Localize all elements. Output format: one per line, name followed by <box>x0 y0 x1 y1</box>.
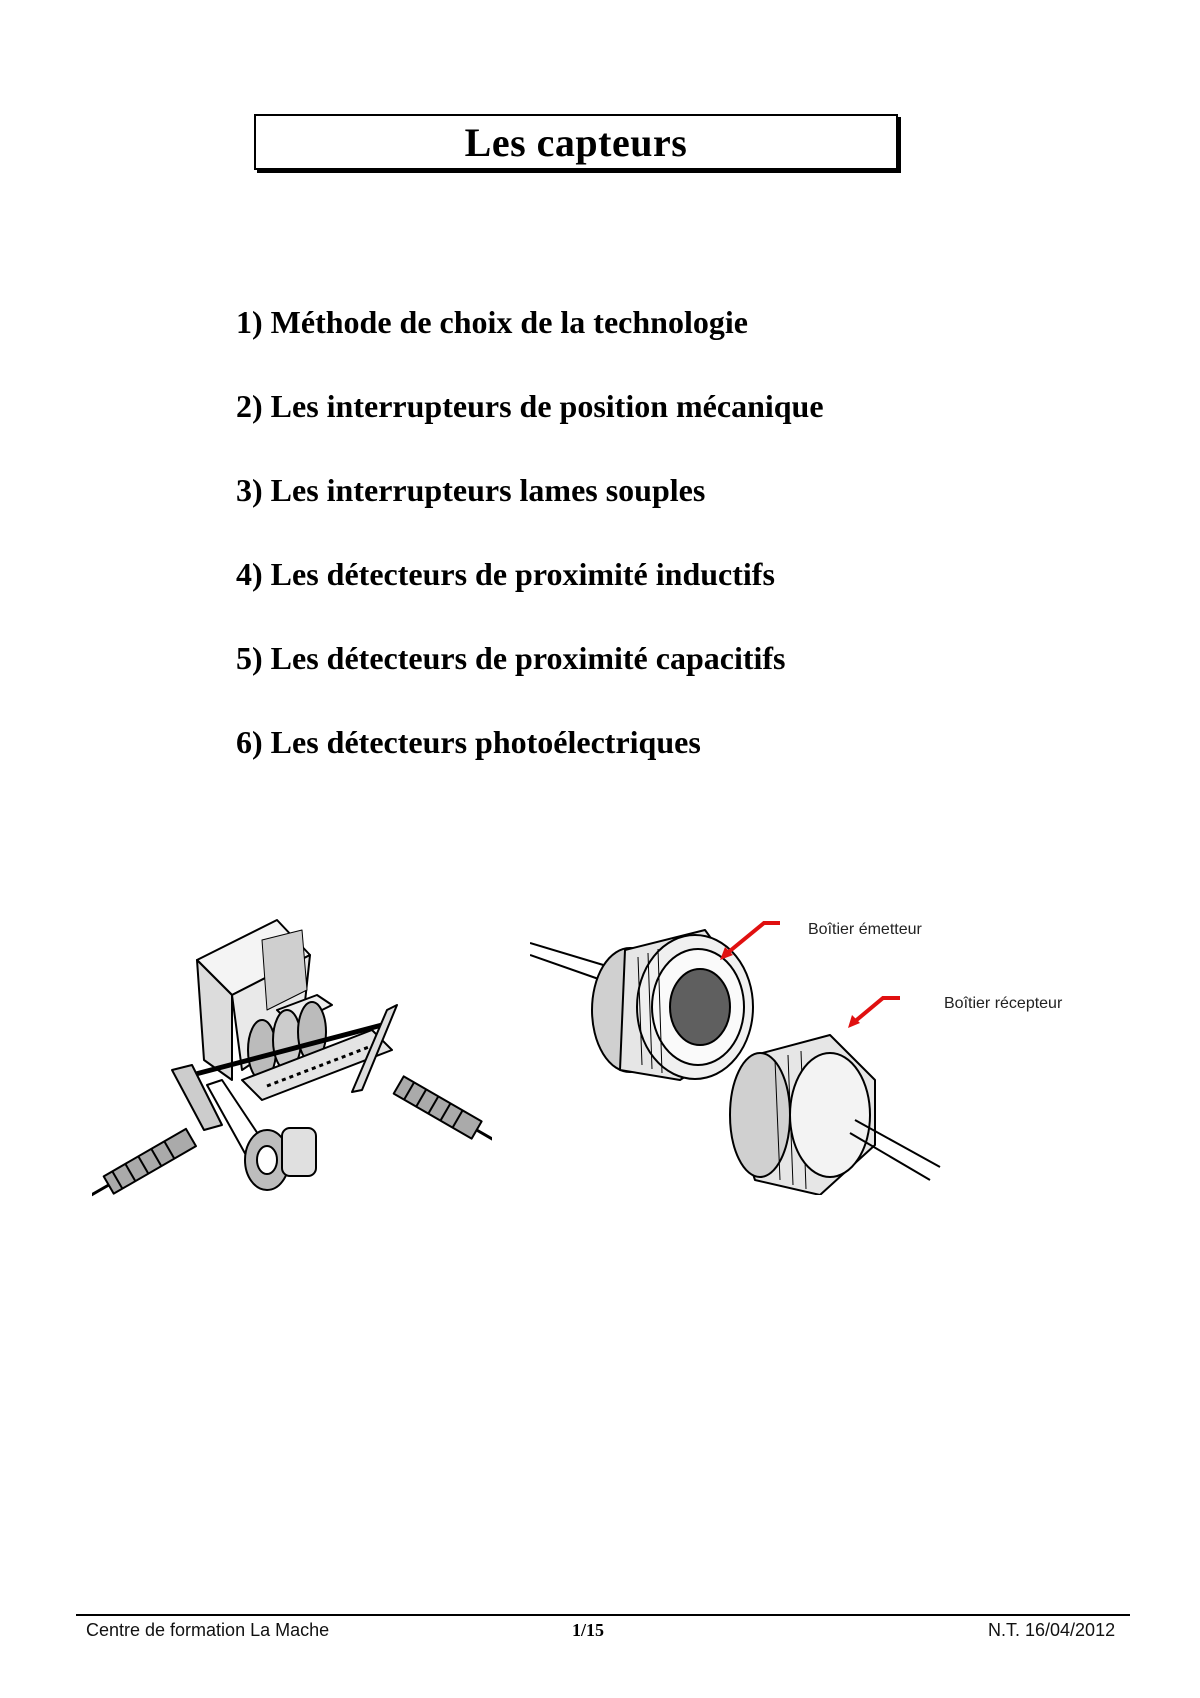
emitter-arrow <box>725 923 780 955</box>
receiver-arrow <box>853 998 900 1023</box>
title-box <box>254 114 898 170</box>
receiver-housing <box>730 1035 875 1195</box>
toc-item: 3) Les interrupteurs lames souples <box>236 472 706 508</box>
toc-item: 6) Les détecteurs photoélectriques <box>236 724 701 760</box>
page-title: Les capteurs <box>464 119 688 165</box>
photoelectric-sensors-illustration <box>530 905 970 1195</box>
toc-item: 1) Méthode de choix de la technologie <box>236 304 748 340</box>
footer-author-date: N.T. 16/04/2012 <box>988 1620 1116 1640</box>
receiver-label: Boîtier récepteur <box>944 995 1063 1012</box>
toc-item: 4) Les détecteurs de proximité inductifs <box>236 556 775 592</box>
footer-organization: Centre de formation La Mache <box>86 1620 330 1640</box>
proximity-sensor <box>394 1076 492 1148</box>
table-of-contents <box>236 296 824 800</box>
motor-hub <box>257 1146 277 1174</box>
toc-item: 2) Les interrupteurs de position mécanique <box>236 388 824 424</box>
emitter-lens <box>670 969 730 1045</box>
footer-divider <box>76 1614 1130 1616</box>
toc-item: 5) Les détecteurs de proximité capacitifs <box>236 640 786 676</box>
proximity-sensor <box>92 1129 196 1204</box>
emitter-label: Boîtier émetteur <box>808 921 922 938</box>
page-number: 1/15 <box>572 1620 605 1640</box>
motor-body <box>282 1128 316 1176</box>
machine-illustration <box>92 900 492 1210</box>
